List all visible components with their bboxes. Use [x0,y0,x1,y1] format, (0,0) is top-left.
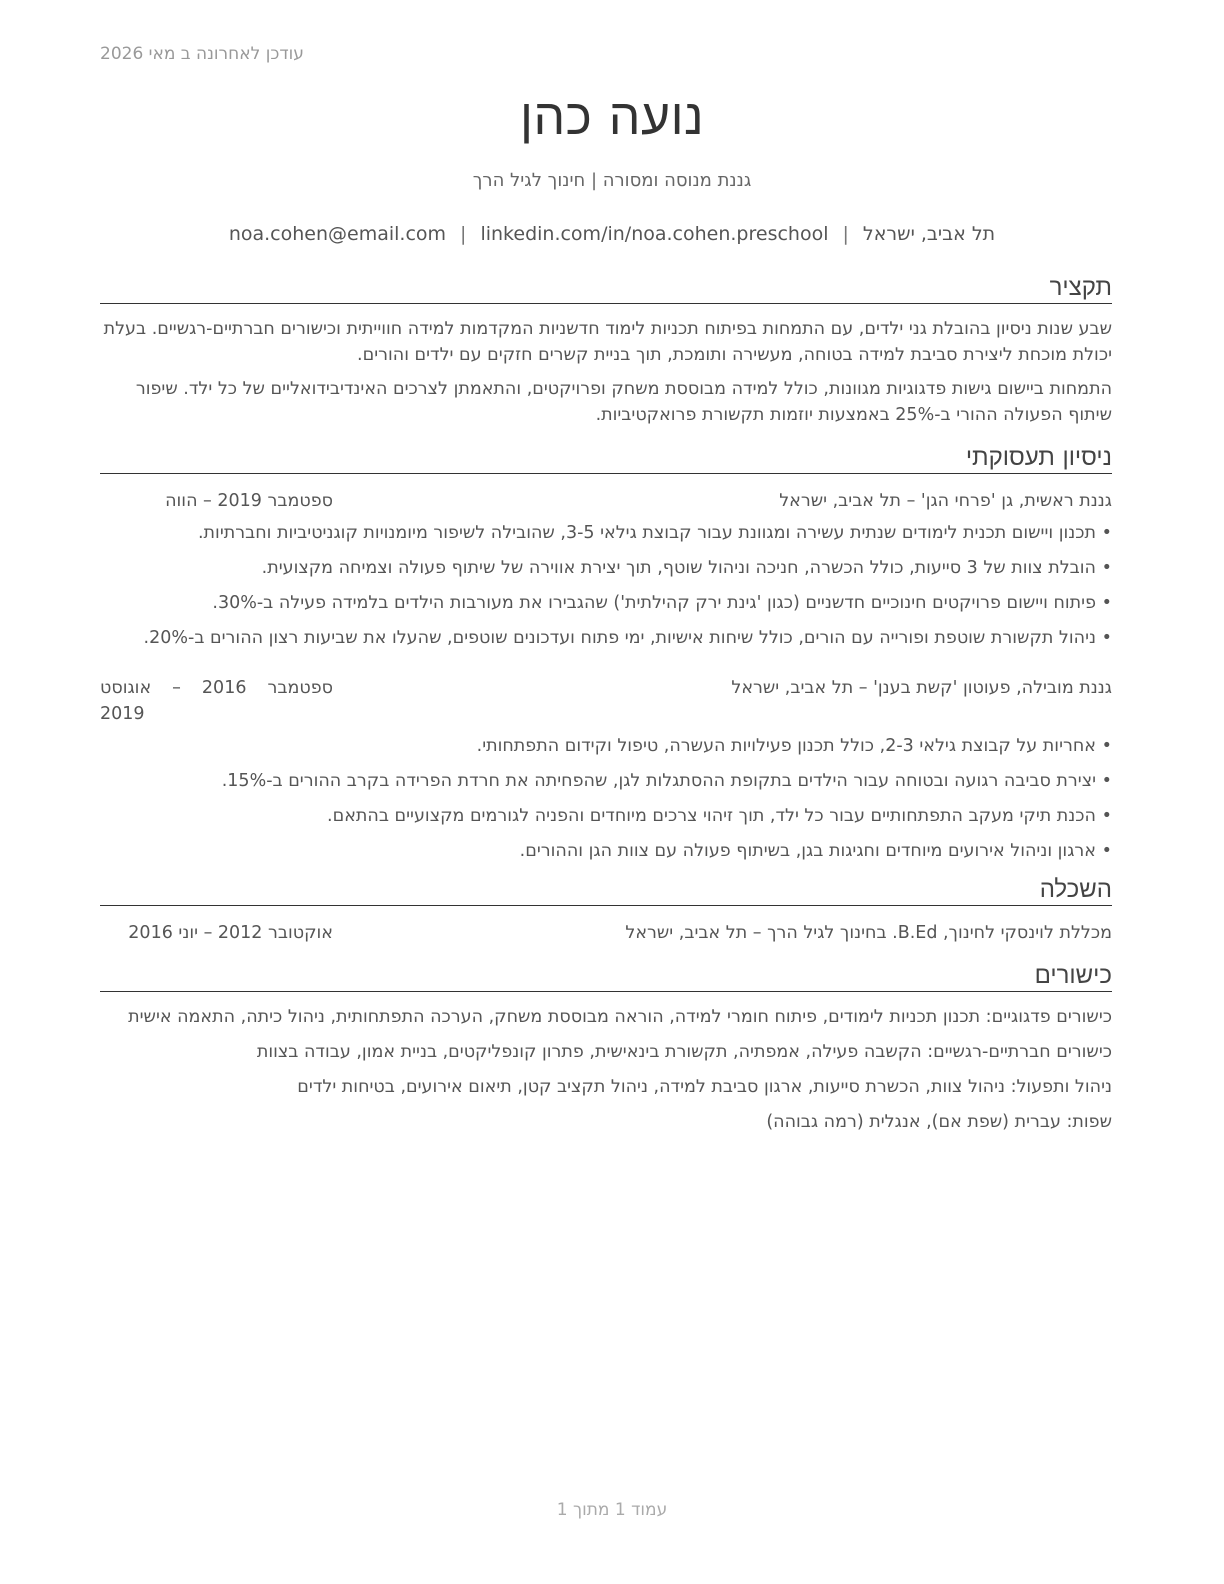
candidate-name: נועה כהן [519,88,705,146]
summary-heading: תקציר [100,272,1112,304]
contact-location: תל אביב, ישראל [862,223,996,245]
job-bullet: • ניהול תקשורת שוטפת ופורייה עם הורים, כולל שיחות אישיות, ימי פתוח ועדכונים שוטפים, שהעלו את שביעות רצון ההורים ב-20%. [100,625,1112,651]
skills-line: ניהול ותפעול: ניהול צוות, הכשרת סייעות, ארגון סביבת למידה, ניהול תקציב קטן, תיאום אירועים, בטיחות ילדים [297,1077,1112,1097]
experience-heading: ניסיון תעסוקתי [100,442,1112,474]
job-bullet: • יצירת סביבה רגועה ובטוחה עבור הילדים בתקופת ההסתגלות לגן, שהפחיתה את חרדת הפרידה בקרב ההורים ב-15%. [100,768,1112,794]
summary-paragraph: שבע שנות ניסיון בהובלת גני ילדים, עם התמחות בפיתוח תכניות לימוד חדשניות המקדמות למידה חווייתית וכישורים חברתיים-רגשיים. בעלת יכולת מוכחת ליצירת סביבת למידה בטוחה, מעשירה ותומכת, תוך בניית קשרים חזקים עם ילדים והורים. [103,319,1112,365]
job-bullet: • הכנת תיקי מעקב התפתחותיים עבור כל ילד, תוך זיהוי צרכים מיוחדים והפניה לגורמים מקצועיים בהתאם. [100,803,1112,829]
contact-linkedin[interactable]: linkedin.com/in/noa.cohen.preschool [480,223,829,245]
job-title: גננת מובילה, פעוטון 'קשת בענן' – תל אביב, ישראל [731,678,1112,698]
skills-section [100,960,1112,1135]
summary-paragraph: התמחות ביישום גישות פדגוגיות מגוונות, כולל למידה מבוססת משחק ופרויקטים, והתאמתן לצרכים האינדיבידואליים של כל ילד. שיפור שיתוף הפעולה ההורי ב-25% באמצעות יוזמות תקשורת פרואקטיביות. [135,379,1112,425]
job-bullet: • ארגון וניהול אירועים מיוחדים וחגיגות בגן, בשיתוף פעולה עם צוות הגן וההורים. [100,838,1112,864]
contact-separator: | [842,223,849,245]
experience-section [100,442,1112,864]
contact-separator: | [460,223,467,245]
skills-heading: כישורים [100,960,1112,992]
job-bullets [100,733,1112,864]
contact-line [0,223,1224,245]
education-entry [100,920,1112,946]
job-bullet: • הובלת צוות של 3 סייעות, כולל הכשרה, חניכה וניהול שוטף, תוך יצירת אווירה של שיתוף פעולה וצמיחה מקצועית. [100,555,1112,581]
job-bullet: • אחריות על קבוצת גילאי 2-3, כולל תכנון פעילויות העשרה, טיפול וקידום התפתחותי. [100,733,1112,759]
education-title: מכללת לוינסקי לחינוך, B.Ed. בחינוך לגיל הרך – תל אביב, ישראל [625,923,1112,943]
skills-line: כישורים חברתיים-רגשיים: הקשבה פעילה, אמפתיה, תקשורת בינאישית, פתרון קונפליקטים, בניית אמון, עבודה בצוות [256,1042,1112,1062]
candidate-subtitle: גננת מנוסה ומסורה | חינוך לגיל הרך [472,170,752,191]
education-section [100,874,1112,946]
last-updated-note: עודכן לאחרונה ב מאי 2026 [100,44,304,64]
job-header [100,488,1112,514]
summary-section [100,272,1112,428]
skills-line: כישורים פדגוגיים: תכנון תכניות לימודים, פיתוח חומרי למידה, הוראה מבוססת משחק, הערכה התפתחותית, ניהול כיתה, התאמה אישית [128,1007,1112,1027]
skills-list [100,1004,1112,1135]
job-entry [100,675,1112,864]
resume-body [100,272,1112,1144]
education-heading: השכלה [100,874,1112,906]
contact-email[interactable]: noa.cohen@email.com [228,223,447,245]
education-dates: אוקטובר 2012 – יוני 2016 [128,923,333,943]
job-title: גננת ראשית, גן 'פרחי הגן' – תל אביב, ישראל [779,491,1112,511]
job-bullet: • פיתוח ויישום פרויקטים חינוכיים חדשניים (כגון 'גינת ירק קהילתית') שהגבירו את מעורבות הילדים בלמידה פעילה ב-30%. [100,590,1112,616]
skills-line: שפות: עברית (שפת אם), אנגלית (רמה גבוהה) [766,1112,1112,1132]
job-header [100,675,1112,727]
job-bullet: • תכנון ויישום תכנית לימודים שנתית עשירה ומגוונת עבור קבוצת גילאי 3-5, שהובילה לשיפור מיומנויות קוגניטיביות וחברתיות. [100,520,1112,546]
job-bullets [100,520,1112,651]
job-entry [100,488,1112,651]
page-number: עמוד 1 מתוך 1 [556,1500,668,1520]
job-dates: ספטמבר 2019 – הווה [165,491,333,511]
job-dates: ספטמבר 2016 – אוגוסט 2019 [100,678,333,724]
